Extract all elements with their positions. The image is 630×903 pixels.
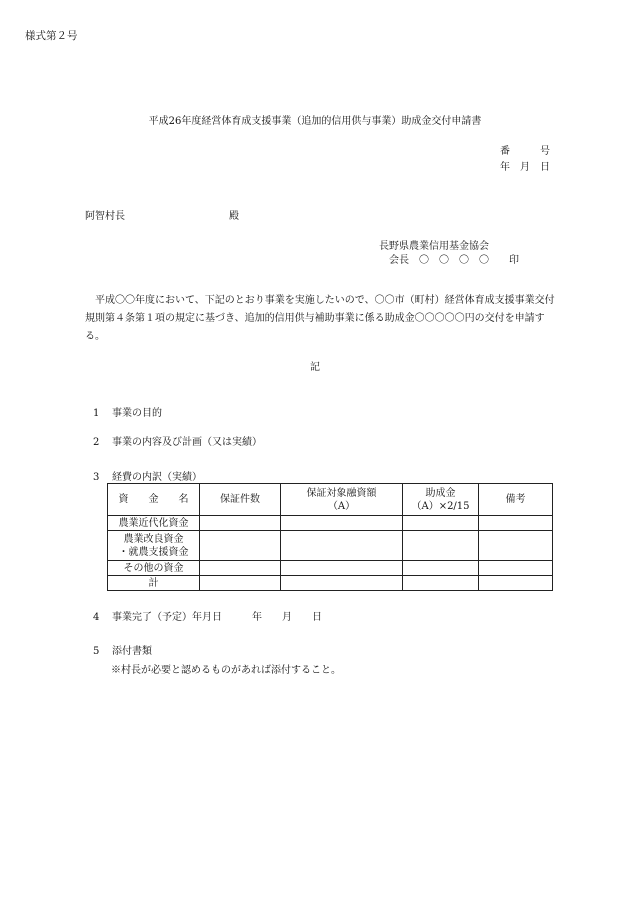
cell bbox=[479, 531, 553, 561]
table-row bbox=[108, 531, 553, 561]
ki-heading: 記 bbox=[310, 362, 320, 373]
header-guarantee-count: 保証件数 bbox=[200, 484, 281, 516]
item-text: 事業の目的 bbox=[112, 408, 162, 419]
table-row bbox=[108, 561, 553, 576]
item-number: 3 bbox=[93, 472, 100, 483]
header-fund-name: 資 金 名 bbox=[108, 484, 200, 516]
cell bbox=[479, 561, 553, 576]
expense-table bbox=[107, 483, 553, 591]
row-label: 農業改良資金 ・就農支援資金 bbox=[108, 531, 200, 561]
item-text: 添付書類 bbox=[112, 646, 152, 657]
item-content-plan bbox=[93, 433, 262, 448]
cell bbox=[403, 531, 479, 561]
number-date-block bbox=[500, 144, 550, 176]
cell bbox=[403, 576, 479, 591]
cell bbox=[200, 516, 281, 531]
item-number: 2 bbox=[93, 437, 100, 448]
item-text: 事業完了（予定）年月日 年 月 日 bbox=[112, 612, 322, 623]
cell bbox=[200, 576, 281, 591]
date-line: 年 月 日 bbox=[500, 162, 550, 173]
header-subsidy: 助成金 （A）×2/15 bbox=[403, 484, 479, 516]
item-expense-breakdown bbox=[93, 468, 202, 483]
cell bbox=[200, 561, 281, 576]
cell bbox=[281, 516, 403, 531]
addressee: 阿智村長 bbox=[85, 211, 125, 222]
item-text: 経費の内訳（実績） bbox=[112, 472, 202, 483]
table-row bbox=[108, 516, 553, 531]
table-row-total bbox=[108, 576, 553, 591]
cell bbox=[479, 516, 553, 531]
cell bbox=[403, 561, 479, 576]
item-number: 1 bbox=[93, 408, 100, 419]
document-title: 平成26年度経営体育成支援事業（追加的信用供与事業）助成金交付申請書 bbox=[148, 116, 482, 127]
item-number: 5 bbox=[93, 646, 100, 657]
header-covered-amount: 保証対象融資額 （A） bbox=[281, 484, 403, 516]
cell bbox=[281, 576, 403, 591]
row-label: 農業近代化資金 bbox=[108, 516, 200, 531]
item-completion-date bbox=[93, 608, 322, 623]
organization-name: 長野県農業信用基金協会 bbox=[379, 241, 489, 252]
cell bbox=[479, 576, 553, 591]
row-label: その他の資金 bbox=[108, 561, 200, 576]
row-label: 計 bbox=[108, 576, 200, 591]
number-line: 番 号 bbox=[500, 146, 550, 157]
attachment-note: ※村長が必要と認めるものがあれば添付すること。 bbox=[111, 665, 341, 676]
table-header-row bbox=[108, 484, 553, 516]
application-body: 平成〇〇年度において、下記のとおり事業を実施したいので、〇〇市（町村）経営体育成支援事業交付規則第４条第１項の規定に基づき、追加的信用供与補助事業に係る助成金〇〇〇〇〇円の交付を申請する。 bbox=[85, 295, 555, 342]
form-number: 様式第２号 bbox=[25, 30, 78, 42]
applicant-block bbox=[379, 240, 519, 268]
item-purpose bbox=[93, 404, 162, 419]
cell bbox=[200, 531, 281, 561]
honorific: 殿 bbox=[229, 211, 239, 222]
cell bbox=[281, 531, 403, 561]
representative-line: 会長 〇 〇 〇 〇 印 bbox=[389, 255, 519, 266]
header-remarks: 備考 bbox=[479, 484, 553, 516]
cell bbox=[281, 561, 403, 576]
item-text: 事業の内容及び計画（又は実績） bbox=[112, 437, 262, 448]
cell bbox=[403, 516, 479, 531]
item-attachments bbox=[93, 642, 152, 657]
item-number: 4 bbox=[93, 612, 100, 623]
